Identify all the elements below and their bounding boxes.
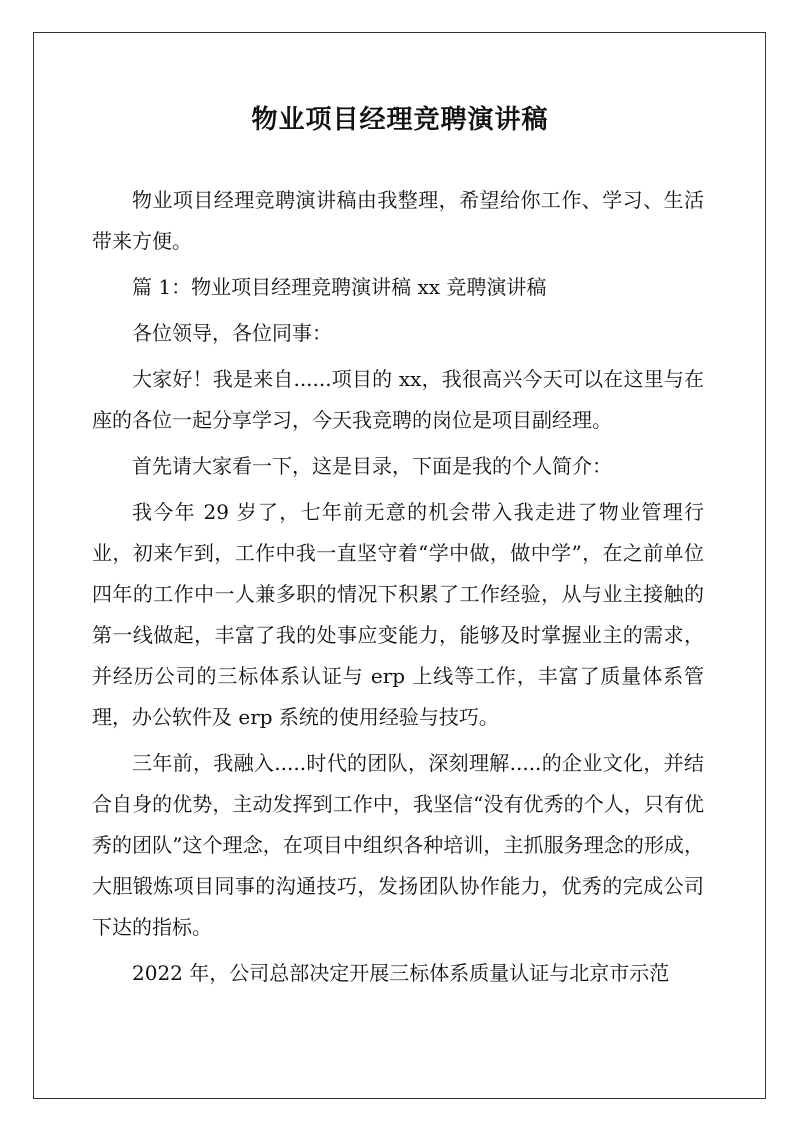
document-title: 物业项目经理竞聘演讲稿 [251,105,549,135]
paragraph-outline: 首先请大家看一下，这是目录，下面是我的个人简介： [132,454,612,478]
paragraph-2022: 2022 年，公司总部决定开展三标体系质量认证与北京市示范 [132,961,670,985]
paragraph-greeting: 各位领导，各位同事： [132,321,332,345]
document-body [92,180,704,999]
paragraph-self-intro: 大家好！我是来自......项目的 xx，我很高兴今天可以在这里与在座的各位一起分享学习，今天我竞聘的岗位是项目副经理。 [92,367,704,432]
section-heading: 篇 1：物业项目经理竞聘演讲稿 xx 竞聘演讲稿 [132,275,547,299]
paragraph-intro: 物业项目经理竞聘演讲稿由我整理，希望给你工作、学习、生活带来方便。 [92,188,704,253]
paragraph-experience: 我今年 29 岁了，七年前无意的机会带入我走进了物业管理行业，初来乍到，工作中我一直坚守着“学中做，做中学”，在之前单位四年的工作中一人兼多职的情况下积累了工作经验，从与业主接触的第一线做起，丰富了我的处事应变能力，能够及时掌握业主的需求，并经历公司的三标体系认证与 erp 上线等工作，丰富了质量体系管理，办公软件及 erp 系统的使用经验与技巧。 [92,500,704,729]
paragraph-team: 三年前，我融入.....时代的团队，深刻理解.....的企业文化，并结合自身的优势，主动发挥到工作中，我坚信“没有优秀的个人，只有优秀的团队”这个理念，在项目中组织各种培训，主抓服务理念的形成，大胆锻炼项目同事的沟通技巧，发扬团队协作能力，优秀的完成公司下达的指标。 [92,751,704,939]
